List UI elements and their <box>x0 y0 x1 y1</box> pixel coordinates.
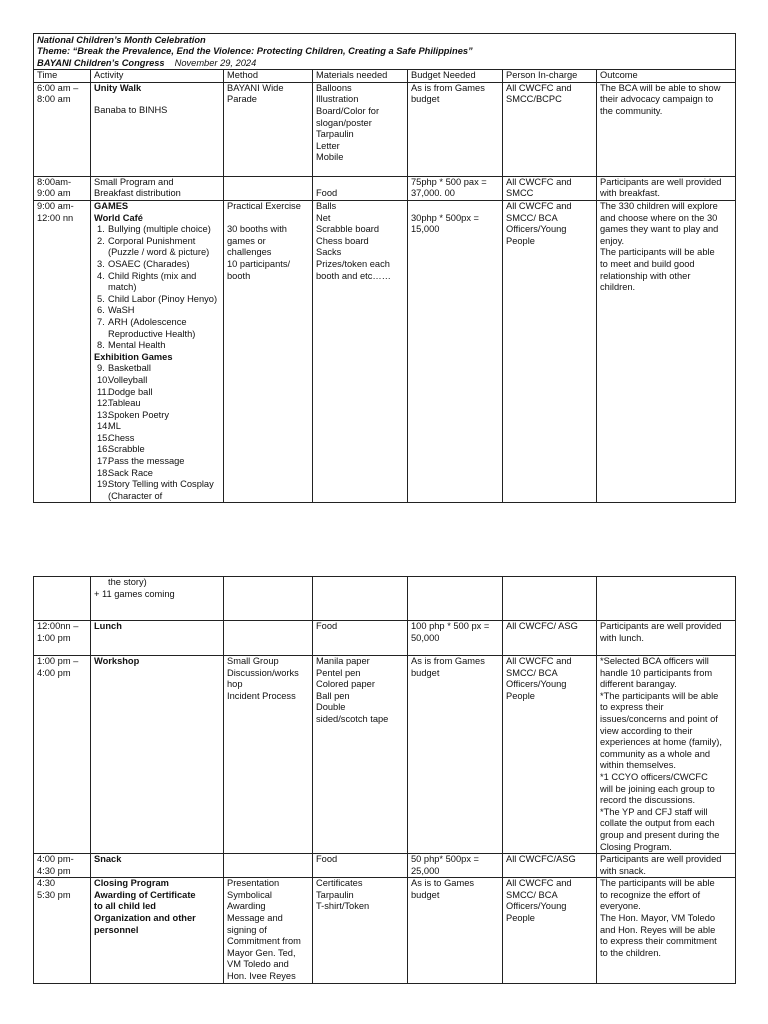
list-item <box>94 468 220 480</box>
cell-activity <box>91 82 224 176</box>
list-item-text: Dodge ball <box>108 386 153 397</box>
col-outcome: Outcome <box>597 70 736 83</box>
cell-activity: Lunch <box>91 621 224 656</box>
activity-title: GAMES <box>94 201 129 211</box>
activity-title: Unity Walk <box>94 82 142 93</box>
list-item-number: 12. <box>97 398 110 409</box>
cell-budget: As is from Games budget <box>408 82 503 176</box>
list-item-number: 13. <box>97 409 110 420</box>
table-row <box>34 176 736 200</box>
list-item-number: 14. <box>97 421 110 432</box>
list-item-number: 4. <box>97 270 105 281</box>
list-item-number: 17. <box>97 456 110 467</box>
list-item-number: 1. <box>97 224 105 235</box>
cell-activity <box>91 577 224 621</box>
list-item-text: Child Rights (mix and match) <box>108 270 197 293</box>
list-item <box>94 340 220 352</box>
cell-person: All CWCFC and SMCC <box>503 176 597 200</box>
col-method: Method <box>224 70 313 83</box>
table-row <box>34 82 736 176</box>
col-activity: Activity <box>91 70 224 83</box>
col-materials: Materials needed <box>313 70 408 83</box>
list-item-number: 16. <box>97 444 110 455</box>
cell-time: 6:00 am – 8:00 am <box>34 82 91 176</box>
cell-materials: Food <box>313 176 408 200</box>
list-item-text: Mental Health <box>108 340 166 351</box>
cell-method <box>224 176 313 200</box>
cell-budget: As is from Games budget <box>408 656 503 854</box>
list-item-text: WaSH <box>108 305 135 316</box>
cell-activity: Small Program and Breakfast distribution <box>91 176 224 200</box>
list-item <box>94 375 220 387</box>
table-row <box>34 201 736 503</box>
cell-outcome: The BCA will be able to show their advocacy campaign to the community. <box>597 82 736 176</box>
list-item <box>94 456 220 468</box>
cell-activity <box>91 201 224 503</box>
table-row <box>34 854 736 878</box>
exhibition-list <box>94 363 220 502</box>
list-item <box>94 398 220 410</box>
list-item <box>94 410 220 422</box>
document-header <box>34 34 736 70</box>
cell-budget: 100 php * 500 px = 50,000 <box>408 621 503 656</box>
cell-budget: 50 php* 500px = 25,000 <box>408 854 503 878</box>
table-row <box>34 577 736 621</box>
cell-activity: Snack <box>91 854 224 878</box>
header-title: National Children’s Month Celebration <box>37 35 206 45</box>
list-item <box>94 421 220 433</box>
list-item-text: Bullying (multiple choice) <box>108 224 211 235</box>
list-item-number: 18. <box>97 467 110 478</box>
cell-materials: Balloons Illustration Board/Color for slogan/poster Tarpaulin Letter Mobile <box>313 82 408 176</box>
list-item <box>94 479 220 502</box>
list-item <box>94 317 220 340</box>
cell-method: Small Group Discussion/works hop Incident Process <box>224 656 313 854</box>
cell-outcome: Participants are well provided with lunch. <box>597 621 736 656</box>
list-item <box>94 294 220 306</box>
cell-budget: 30php * 500px = 15,000 <box>408 201 503 503</box>
cell-time: 1:00 pm – 4:00 pm <box>34 656 91 854</box>
table-row <box>34 621 736 656</box>
column-header-row <box>34 70 736 83</box>
list-item-text: Spoken Poetry <box>108 409 169 420</box>
list-item <box>94 305 220 317</box>
world-cafe-list <box>94 224 220 352</box>
list-item-number: 7. <box>97 316 105 327</box>
header-date: November 29, 2024 <box>174 57 257 68</box>
games-cont-line2: + 11 games coming <box>94 588 175 599</box>
list-item <box>94 444 220 456</box>
cell-person: All CWCFC/ ASG <box>503 621 597 656</box>
schedule-table-part-1 <box>33 33 735 503</box>
cell-person: All CWCFC and SMCC/ BCA Officers/Young People <box>503 201 597 503</box>
cell-outcome: Participants are well provided with breakfast. <box>597 176 736 200</box>
cell-time: 12:00nn – 1:00 pm <box>34 621 91 656</box>
list-item-number: 8. <box>97 340 105 351</box>
cell-method: Practical Exercise 30 booths with games or challenges 10 participants/ booth <box>224 201 313 503</box>
list-item-number: 15. <box>97 432 110 443</box>
list-item-number: 11. <box>97 386 110 397</box>
cell-outcome: The participants will be able to recognize the effort of everyone. The Hon. Mayor, VM Toledo and Hon. Reyes will be able to express their commitment to the children. <box>597 878 736 983</box>
list-item-text: Story Telling with Cosplay (Character of <box>108 479 214 501</box>
cell-method: BAYANI Wide Parade <box>224 82 313 176</box>
col-budget: Budget Needed <box>408 70 503 83</box>
list-item-number: 6. <box>97 305 105 316</box>
list-item-number: 9. <box>97 363 105 374</box>
list-item-number: 2. <box>97 235 105 246</box>
schedule-table-part-2 <box>33 576 735 984</box>
cell-activity: Closing Program Awarding of Certificate to all child led Organization and other personnel <box>91 878 224 983</box>
list-item-text: Basketball <box>108 363 151 374</box>
table-row <box>34 878 736 983</box>
cell-materials: Food <box>313 854 408 878</box>
list-item-number: 10. <box>97 374 110 385</box>
cell-time: 4:30 5:30 pm <box>34 878 91 983</box>
list-item <box>94 224 220 236</box>
cell-person: All CWCFC/ASG <box>503 854 597 878</box>
list-item-text: Pass the message <box>108 456 185 467</box>
list-item-text: Child Labor (Pinoy Henyo) <box>108 293 218 304</box>
list-item-text: Chess <box>108 432 135 443</box>
list-item-text: OSAEC (Charades) <box>108 258 190 269</box>
table-row <box>34 656 736 854</box>
list-item-number: 19. <box>97 479 110 490</box>
list-item-text: Volleyball <box>108 374 148 385</box>
list-item-text: Corporal Punishment (Puzzle / word & picture) <box>108 235 210 258</box>
list-item-text: ML <box>108 421 121 432</box>
header-event: BAYANI Children’s Congress <box>37 57 165 68</box>
cell-materials: Certificates Tarpaulin T-shirt/Token <box>313 878 408 983</box>
list-item <box>94 236 220 259</box>
list-item-number: 3. <box>97 258 105 269</box>
list-item-text: Scrabble <box>108 444 145 455</box>
list-item <box>94 271 220 294</box>
cell-outcome: Participants are well provided with snack. <box>597 854 736 878</box>
cell-budget: As is to Games budget <box>408 878 503 983</box>
cell-outcome: The 330 children will explore and choose where on the 30 games they want to play and enjoy. The participants will be able to meet and build good relationship with other children. <box>597 201 736 503</box>
exhibition-title: Exhibition Games <box>94 351 173 362</box>
col-time: Time <box>34 70 91 83</box>
cell-person: All CWCFC and SMCC/ BCA Officers/Young People <box>503 656 597 854</box>
games-cont-line1: the story) <box>108 577 147 587</box>
cell-person: All CWCFC and SMCC/ BCA Officers/Young People <box>503 878 597 983</box>
cell-materials: Balls Net Scrabble board Chess board Sacks Prizes/token each booth and etc…… <box>313 201 408 503</box>
list-item <box>94 433 220 445</box>
activity-subtitle: World Café <box>94 212 143 223</box>
cell-activity: Workshop <box>91 656 224 854</box>
list-item <box>94 259 220 271</box>
cell-budget: 75php * 500 pax = 37,000. 00 <box>408 176 503 200</box>
list-item-number: 5. <box>97 293 105 304</box>
cell-time: 4:00 pm- 4:30 pm <box>34 854 91 878</box>
cell-time: 8:00am- 9:00 am <box>34 176 91 200</box>
col-person: Person In-charge <box>503 70 597 83</box>
cell-materials: Food <box>313 621 408 656</box>
cell-person: All CWCFC and SMCC/BCPC <box>503 82 597 176</box>
header-theme: Theme: “Break the Prevalence, End the Violence: Protecting Children, Creating a Safe Philippines” <box>37 46 473 57</box>
list-item <box>94 387 220 399</box>
cell-method: Presentation Symbolical Awarding Message and signing of Commitment from Mayor Gen. Ted, VM Toledo and Hon. Ivee Reyes <box>224 878 313 983</box>
cell-outcome: *Selected BCA officers will handle 10 participants from different barangay. *The participants will be able to express their issues/concerns and point of view according to their experiences at home (family), community as a whole and within themselves. *1 CCYO officers/CWCFC will be joining each group to record the discussions. *The YP and CFJ staff will collate the output from each group and present during the Closing Program. <box>597 656 736 854</box>
list-item <box>94 363 220 375</box>
cell-time: 9:00 am- 12:00 nn <box>34 201 91 503</box>
list-item-text: Tableau <box>108 398 141 409</box>
list-item-text: ARH (Adolescence Reproductive Health) <box>108 316 196 339</box>
cell-materials: Manila paper Pentel pen Colored paper Ball pen Double sided/scotch tape <box>313 656 408 854</box>
list-item-text: Sack Race <box>108 467 153 478</box>
activity-note: Banaba to BINHS <box>94 105 168 116</box>
